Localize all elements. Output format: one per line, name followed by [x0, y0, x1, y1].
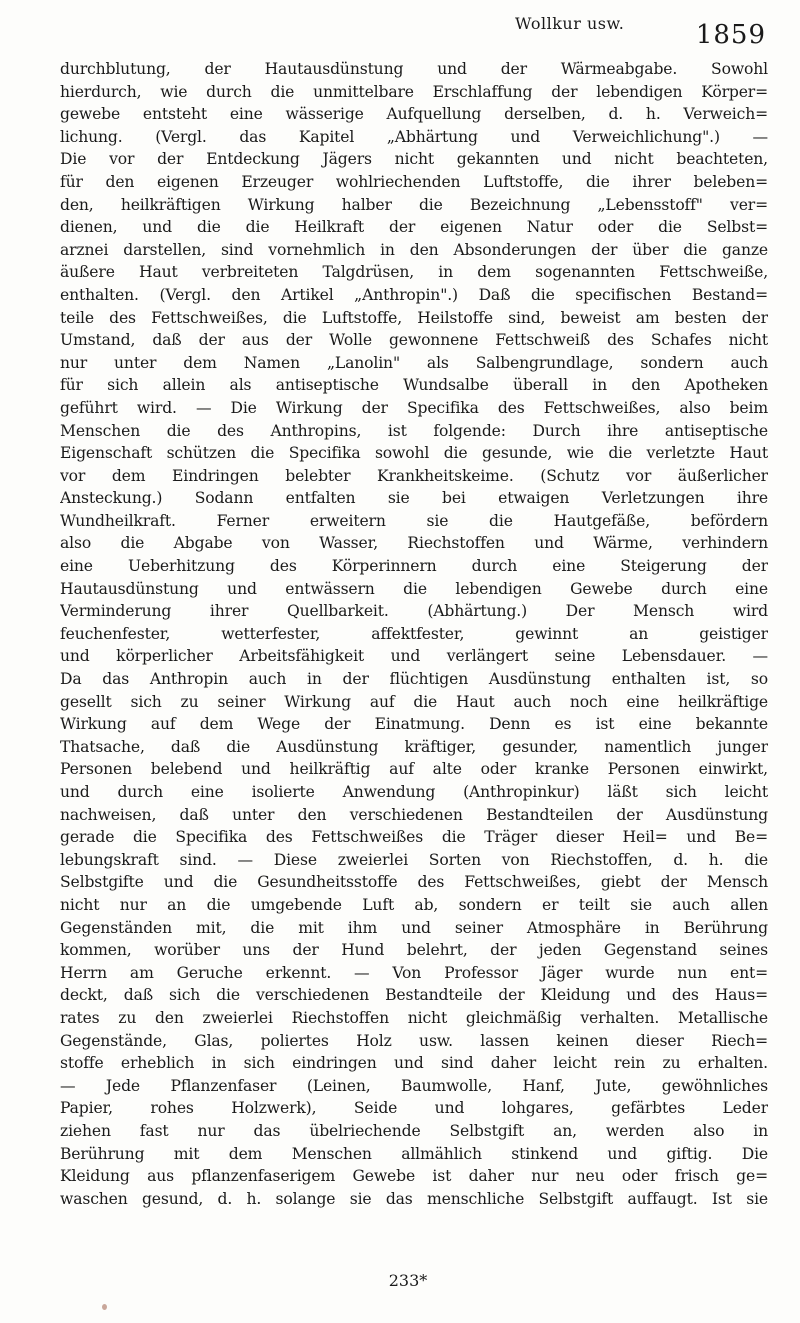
- printer-signature: 233*: [388, 1271, 428, 1290]
- text-line: also die Abgabe von Wasser, Riechstoffen und Wärme, verhindern: [60, 534, 768, 553]
- text-line: Menschen die des Anthropins, ist folgende: Durch ihre antiseptische: [60, 421, 768, 440]
- text-line: kommen, worüber uns der Hund belehrt, der jeden Gegenstand seines: [60, 941, 768, 960]
- text-line: enthalten. (Vergl. den Artikel „Anthropin".) Daß die specifischen Bestand=: [60, 285, 768, 304]
- text-line: deckt, daß sich die verschiedenen Bestandteile der Kleidung und des Haus=: [60, 986, 768, 1005]
- text-line: Thatsache, daß die Ausdünstung kräftiger, gesunder, namentlich junger: [60, 737, 768, 756]
- text-line: eine Ueberhitzung des Körperinnern durch eine Steigerung der: [60, 557, 768, 576]
- text-line: gerade die Specifika des Fettschweißes die Träger dieser Heil= und Be=: [60, 828, 768, 847]
- text-line: für sich allein als antiseptische Wundsalbe überall in den Apotheken: [60, 376, 768, 395]
- text-line: Umstand, daß der aus der Wolle gewonnene Fettschweiß des Schafes nicht: [60, 331, 768, 350]
- text-line: und körperlicher Arbeitsfähigkeit und verlängert seine Lebensdauer. —: [60, 647, 768, 666]
- text-line: Verminderung ihrer Quellbarkeit. (Abhärtung.) Der Mensch wird: [60, 602, 768, 621]
- text-line: Ansteckung.) Sodann entfalten sie bei etwaigen Verletzungen ihre: [60, 489, 768, 508]
- text-line: teile des Fettschweißes, die Luftstoffe, Heilstoffe sind, beweist am besten der: [60, 308, 768, 327]
- running-title: Wollkur usw.: [515, 14, 625, 33]
- text-line: und durch eine isolierte Anwendung (Anthropinkur) läßt sich leicht: [60, 783, 768, 801]
- text-line: lichung. (Vergl. das Kapitel „Abhärtung und Verweichlichung".) —: [60, 127, 768, 146]
- text-line: gesellt sich zu seiner Wirkung auf die Haut auch noch eine heilkräftige: [60, 692, 768, 711]
- text-line: Selbstgifte und die Gesundheitsstoffe des Fettschweißes, giebt der Mensch: [60, 873, 768, 892]
- text-line: arznei darstellen, sind vornehmlich in den Absonderungen der über die ganze: [60, 240, 768, 259]
- text-line: Herrn am Geruche erkennt. — Von Professor Jäger wurde nun ent=: [60, 963, 768, 982]
- text-line: für den eigenen Erzeuger wohlriechenden Luftstoffe, die ihrer beleben=: [60, 172, 768, 191]
- text-line: hierdurch, wie durch die unmittelbare Erschlaffung der lebendigen Körper=: [60, 82, 768, 101]
- text-line: dienen, und die die Heilkraft der eigenen Natur oder die Selbst=: [60, 218, 768, 237]
- text-line: Wundheilkraft. Ferner erweitern sie die Hautgefäße, befördern: [60, 511, 768, 530]
- text-line: waschen gesund, d. h. solange sie das menschliche Selbstgift auffaugt. Ist sie: [60, 1189, 768, 1208]
- text-line: Gegenständen mit, die mit ihm und seiner Atmosphäre in Berührung: [60, 918, 768, 937]
- text-line: Gegenstände, Glas, poliertes Holz usw. lassen keinen dieser Riech=: [60, 1031, 768, 1050]
- body-text: [60, 58, 768, 1210]
- text-line: nicht nur an die umgebende Luft ab, sondern er teilt sie auch allen: [60, 895, 768, 914]
- text-line: Da das Anthropin auch in der flüchtigen Ausdünstung enthalten ist, so: [60, 670, 768, 689]
- text-line: Berührung mit dem Menschen allmählich stinkend und giftig. Die: [60, 1144, 768, 1163]
- text-line: feuchenfester, wetterfester, affektfester, gewinnt an geistiger: [60, 624, 768, 643]
- text-line: — Jede Pflanzenfaser (Leinen, Baumwolle, Hanf, Jute, gewöhnliches: [60, 1076, 768, 1095]
- text-line: stoffe erheblich in sich eindringen und sind daher leicht rein zu erhalten.: [60, 1054, 768, 1073]
- text-line: gewebe entsteht eine wässerige Aufquellung derselben, d. h. Verweich=: [60, 105, 768, 124]
- text-line: nur unter dem Namen „Lanolin" als Salbengrundlage, sondern auch: [60, 353, 768, 372]
- page-number: 1859: [695, 20, 766, 50]
- text-line: nachweisen, daß unter den verschiedenen Bestandteilen der Ausdünstung: [60, 805, 768, 824]
- text-line: Die vor der Entdeckung Jägers nicht gekannten und nicht beachteten,: [60, 150, 768, 169]
- page-header: [60, 10, 768, 50]
- text-line: rates zu den zweierlei Riechstoffen nicht gleichmäßig verhalten. Metallische: [60, 1008, 768, 1027]
- text-line: den, heilkräftigen Wirkung halber die Bezeichnung „Lebensstoff" ver=: [60, 195, 768, 214]
- text-line: vor dem Eindringen belebter Krankheitskeime. (Schutz vor äußerlicher: [60, 466, 768, 485]
- text-line: äußere Haut verbreiteten Talgdrüsen, in dem sogenannten Fettschweiße,: [60, 263, 768, 282]
- page-footer: [0, 1271, 800, 1290]
- text-line: Eigenschaft schützen die Specifika sowohl die gesunde, wie die verletzte Haut: [60, 444, 768, 463]
- text-line: Personen belebend und heilkräftig auf alte oder kranke Personen einwirkt,: [60, 760, 768, 779]
- text-line: durchblutung, der Hautausdünstung und der Wärmeabgabe. Sowohl: [60, 60, 768, 78]
- text-line: lebungskraft sind. — Diese zweierlei Sorten von Riechstoffen, d. h. die: [60, 850, 768, 869]
- text-line: Hautausdünstung und entwässern die lebendigen Gewebe durch eine: [60, 579, 768, 598]
- text-line: geführt wird. — Die Wirkung der Specifika des Fettschweißes, also beim: [60, 398, 768, 417]
- text-line: Papier, rohes Holzwerk), Seide und lohgares, gefärbtes Leder: [60, 1099, 768, 1118]
- text-line: ziehen fast nur das übelriechende Selbstgift an, werden also in: [60, 1121, 768, 1140]
- text-line: Wirkung auf dem Wege der Einatmung. Denn es ist eine bekannte: [60, 715, 768, 734]
- ink-speck: [102, 1304, 107, 1310]
- text-line: Kleidung aus pflanzenfaserigem Gewebe ist daher nur neu oder frisch ge=: [60, 1167, 768, 1186]
